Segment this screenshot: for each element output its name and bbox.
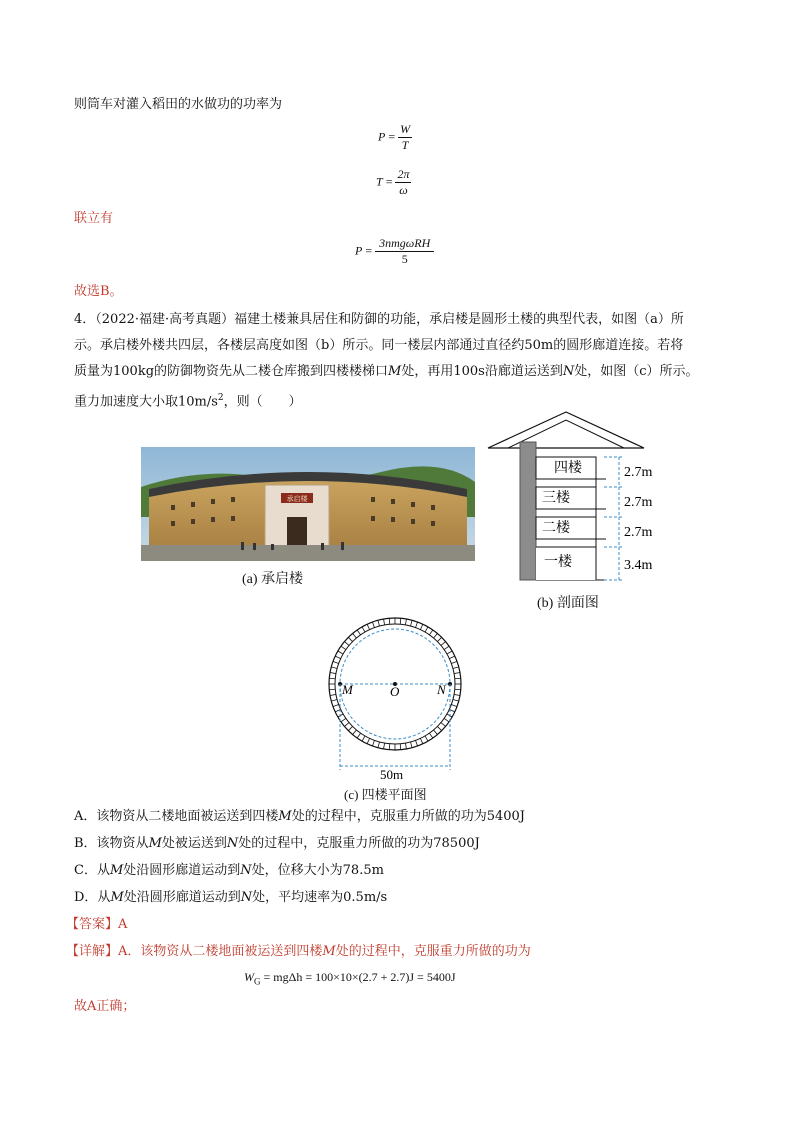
tulou-photo-illustration: [141, 447, 475, 561]
wall-tick: [420, 624, 423, 629]
wall-tick: [372, 740, 374, 746]
wall-tick: [416, 622, 418, 628]
wall-tick: [362, 627, 365, 632]
detail-line: [66, 943, 531, 961]
text-span: 处，平均速率为0.5m/s: [252, 890, 388, 905]
text-span: ，则（ ）: [223, 394, 302, 410]
wall-tick: [441, 642, 446, 646]
figure-c-floorplan: [320, 614, 470, 784]
text-span: A．该物资从二楼地面被运送到四楼: [74, 809, 279, 824]
wall-tick: [453, 700, 459, 702]
wall-tick: [451, 661, 457, 663]
figure-b-caption: (b) 剖面图: [537, 596, 599, 611]
fraction-denominator: 5: [401, 252, 408, 266]
floor-label-3: 三楼: [542, 491, 570, 506]
formula-power-lhs: P: [378, 129, 386, 144]
figure-a-caption: (a) 承启楼: [242, 572, 304, 587]
wall-tick: [367, 738, 370, 743]
text-span: 处的过程中，克服重力所做的功为5400J: [291, 809, 525, 824]
formula-power-result: P = $\frac{\text{3nmgωRH}}{5}$: [355, 236, 434, 267]
wall-tick: [437, 637, 441, 641]
var-n: N: [562, 364, 575, 379]
wall-tick: [329, 689, 335, 690]
wall-tick: [425, 627, 428, 632]
wall-tick: [335, 656, 340, 659]
wall-tick: [437, 726, 441, 730]
wall-tick: [429, 630, 432, 635]
door-sign-text: 承启楼: [286, 495, 308, 503]
text-span: 处的过程中，克服重力所做的功为78500J: [238, 836, 480, 851]
floor-label-1: 一楼: [544, 555, 572, 570]
wall-tick: [330, 673, 336, 674]
var-m: M: [110, 890, 124, 905]
superscript: 2: [217, 393, 224, 403]
wall-tick: [378, 620, 380, 626]
wall-tick: [441, 723, 446, 727]
figure-a-photo: [141, 447, 475, 561]
wall-tick: [434, 633, 438, 638]
fraction-2pi-over-omega: [395, 167, 411, 198]
wall-tick: [331, 700, 337, 702]
option-b: [74, 835, 480, 853]
wall-tick: [455, 678, 461, 679]
var-m: M: [278, 809, 292, 824]
var-n: N: [240, 890, 253, 905]
wall-tick: [357, 630, 360, 635]
wall-tick: [348, 726, 352, 730]
floorplan-diagram: [320, 614, 470, 784]
wall-tick: [384, 619, 385, 625]
text-span: 重力加速度大小取10m/s: [74, 394, 218, 410]
wall-tick: [341, 718, 346, 721]
wall-tick: [405, 619, 406, 625]
floor-label-4: 四楼: [554, 461, 582, 476]
wall-tick: [331, 667, 337, 669]
text-span: 处被运送到: [161, 836, 227, 851]
wall-tick: [420, 738, 423, 743]
text-span: B．该物资从: [74, 836, 149, 851]
var-n: N: [240, 863, 252, 878]
point-m-label: M: [342, 682, 353, 697]
text-span: 处，位移大小为78.5m: [251, 863, 384, 878]
wall-tick: [329, 678, 335, 679]
wall-tick: [447, 651, 452, 654]
wall-tick: [434, 730, 438, 735]
wall-tick: [411, 620, 413, 626]
option-c: [74, 862, 384, 880]
figure-b-section: [486, 410, 676, 588]
fraction-denominator: T: [401, 138, 409, 152]
fraction-numerator: W: [400, 122, 411, 136]
text-span: 处，再用100s沿廊道运送到: [401, 364, 563, 379]
diameter-label: 50m: [380, 767, 404, 782]
text-span: D．从: [74, 890, 111, 905]
intro-line: 则筒车对灌入稻田的水做功的功率为: [74, 97, 283, 112]
wall-tick: [405, 743, 406, 749]
floor-height-1: 3.4m: [624, 558, 653, 573]
floor-height-4: 2.7m: [624, 465, 653, 480]
formula-work-lhs: W: [244, 970, 254, 984]
choose-b-line: 故选B。: [74, 284, 123, 299]
lianli-line: 联立有: [74, 211, 114, 226]
wall-tick: [348, 637, 352, 641]
question-line-4: [74, 389, 302, 411]
wall-tick: [362, 736, 365, 741]
fraction-numerator: 2π: [397, 167, 410, 181]
wall-tick: [389, 618, 390, 624]
option-a: [74, 808, 525, 826]
subscript: G: [254, 976, 261, 987]
wall-tick: [378, 742, 380, 748]
wall-tick: [367, 624, 370, 629]
wall-tick: [353, 633, 357, 638]
wall-tick: [338, 651, 343, 654]
wall-tick: [400, 618, 401, 624]
wall-tick: [449, 656, 454, 659]
text-span: 处的过程中，克服重力所做的功为: [335, 944, 531, 959]
formula-result-lhs: P: [355, 243, 363, 258]
wall-tick: [400, 744, 401, 750]
text-span: 质量为100kg的防御物资先从二楼仓库搬到四楼楼梯口: [74, 364, 389, 379]
var-m: M: [109, 863, 124, 878]
wall-tick: [416, 740, 418, 746]
formula-work-rhs: = mgΔh = 100×10×(2.7 + 2.7)J = 5400J: [260, 970, 456, 984]
wall-tick: [333, 661, 339, 663]
answer-line: [66, 916, 127, 934]
fraction-numerator: 3nmgωRH: [375, 236, 434, 252]
wall-tick: [411, 742, 413, 748]
question-line-1: 4．（2022·福建·高考真题）福建土楼兼具居住和防御的功能，承启楼是圆形土楼的典型代表，如图（a）所: [74, 312, 684, 327]
wall-tick: [330, 694, 336, 695]
formula-power: P = $\frac{W}{T}$: [378, 122, 411, 152]
wall-tick: [454, 673, 460, 674]
text-span: C．从: [74, 863, 110, 878]
formula-period: T = $\frac{2\pi}{\omega}$: [376, 167, 410, 197]
floor-label-2: 二楼: [542, 521, 570, 536]
point-n-label: N: [437, 682, 446, 697]
text-span: 处，如图（c）所示。: [574, 364, 699, 379]
wall-tick: [341, 646, 346, 649]
answer-label: 【答案】: [66, 917, 119, 932]
wall-tick: [453, 667, 459, 669]
var-n: N: [226, 836, 239, 851]
var-m: M: [388, 364, 402, 379]
point-o-label: O: [390, 684, 400, 699]
wall-tick: [344, 642, 349, 646]
wall-tick: [425, 736, 428, 741]
wall-tick: [429, 733, 432, 738]
wall-tick: [389, 744, 390, 750]
var-m: M: [322, 944, 336, 959]
wall-tick: [444, 646, 449, 649]
section-diagram: [486, 410, 676, 588]
var-m: M: [148, 836, 162, 851]
fraction-result: [375, 236, 434, 267]
wall-tick: [344, 723, 349, 727]
wall-tick: [384, 743, 385, 749]
formula-work: [244, 970, 456, 986]
wall-tick: [455, 689, 461, 690]
fraction-denominator: ω: [399, 183, 408, 197]
floor-height-3: 2.7m: [624, 495, 653, 510]
formula-period-lhs: T: [376, 174, 383, 189]
conclusion-line: 故A正确；: [74, 999, 136, 1014]
wall-tick: [372, 622, 374, 628]
option-d: [74, 889, 387, 907]
wall-tick: [333, 705, 339, 707]
wall-tick: [451, 705, 457, 707]
answer-value: A: [118, 917, 128, 932]
floor-height-2: 2.7m: [624, 525, 653, 540]
question-line-2: 示。承启楼外楼共四层，各楼层高度如图（b）所示。同一楼层内部通过直径约50m的圆形廊道连接。若将: [74, 338, 684, 353]
wall-tick: [353, 730, 357, 735]
question-line-3: [74, 363, 698, 381]
wall-tick: [357, 733, 360, 738]
fraction-w-over-t: [398, 122, 412, 153]
wall-tick: [444, 718, 449, 721]
text-span: 处沿圆形廊道运动到: [123, 863, 241, 878]
detail-label: 【详解】: [66, 944, 119, 959]
figure-c-caption: (c) 四楼平面图: [344, 787, 427, 802]
text-span: 处沿圆形廊道运动到: [123, 890, 241, 905]
wall-tick: [454, 694, 460, 695]
text-span: A．该物资从二楼地面被运送到四楼: [118, 944, 323, 959]
